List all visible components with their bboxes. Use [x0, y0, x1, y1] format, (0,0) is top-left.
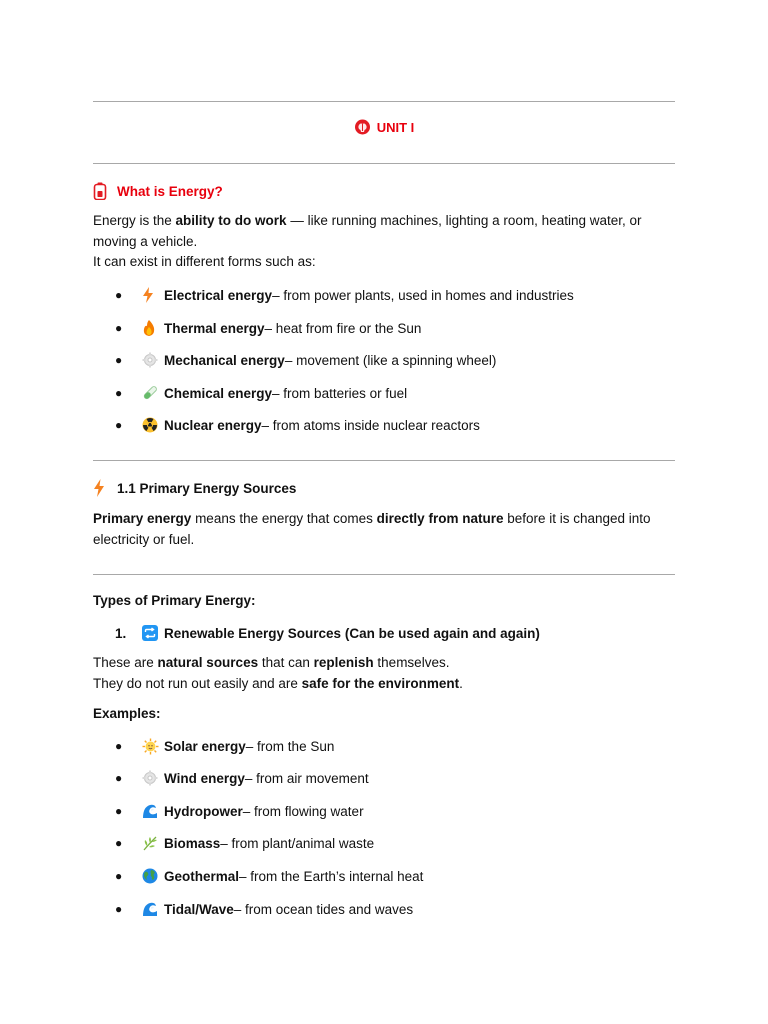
bold-text: directly from nature	[376, 511, 504, 526]
divider	[93, 163, 675, 164]
fire-icon	[142, 319, 164, 337]
form-desc: – heat from fire or the Sun	[264, 320, 422, 336]
example-name: Hydropower	[164, 803, 243, 819]
sun-icon	[142, 737, 164, 755]
form-name: Thermal energy	[164, 320, 265, 336]
example-desc: – from the Sun	[245, 738, 335, 754]
example-name: Geothermal	[164, 868, 240, 884]
list-item	[115, 736, 334, 756]
wave-icon	[142, 802, 164, 820]
globe-icon	[142, 867, 164, 885]
lightning-icon	[93, 479, 109, 497]
text: means the energy that comes	[191, 511, 377, 526]
radioactive-icon	[142, 416, 164, 434]
text: — like running machines, lighting a room, heating water, or moving a vehicle.	[93, 213, 642, 249]
heading-text: 1.1 Primary Energy Sources	[117, 480, 297, 496]
bullet: ●	[115, 418, 123, 432]
bullet: ●	[115, 804, 123, 818]
bold-text: Primary energy	[93, 511, 192, 526]
list-item	[115, 833, 374, 853]
text: themselves.	[373, 655, 450, 670]
list-item	[115, 899, 413, 919]
examples-heading: Examples:	[93, 706, 161, 721]
list-item	[115, 801, 364, 821]
divider	[93, 460, 675, 461]
bold-text: safe for the environment	[301, 675, 460, 691]
form-name: Electrical energy	[164, 287, 273, 303]
gear-icon	[142, 351, 164, 369]
example-name: Tidal/Wave	[164, 901, 234, 917]
example-name: Solar energy	[164, 738, 246, 754]
divider	[93, 574, 675, 575]
text: It can exist in different forms such as:	[93, 254, 316, 269]
divider	[93, 101, 675, 102]
example-desc: – from plant/animal waste	[220, 835, 375, 851]
bullet: ●	[115, 902, 123, 916]
text: These are	[93, 655, 158, 670]
bullet: ●	[115, 869, 123, 883]
renewable-description	[93, 653, 683, 694]
heading-text: What is Energy?	[117, 183, 223, 199]
item-label: Renewable Energy Sources (Can be used again and again)	[164, 625, 540, 641]
list-item	[115, 768, 369, 788]
bullet: ●	[115, 353, 123, 367]
example-desc: – from air movement	[244, 770, 369, 786]
example-name: Biomass	[164, 835, 221, 851]
what-is-energy-heading	[93, 182, 223, 200]
form-desc: – from atoms inside nuclear reactors	[261, 417, 480, 433]
list-item	[115, 866, 423, 886]
energy-definition	[93, 211, 683, 273]
example-desc: – from the Earth’s internal heat	[239, 868, 424, 884]
form-desc: – from batteries or fuel	[272, 385, 408, 401]
repeat-icon	[142, 624, 164, 642]
battery-icon	[93, 182, 109, 200]
lightning-icon	[142, 286, 164, 304]
brain-icon	[354, 119, 371, 138]
list-item	[115, 318, 421, 338]
wave-icon	[142, 900, 164, 918]
bold-text: natural sources	[157, 655, 259, 670]
example-desc: – from flowing water	[242, 803, 364, 819]
bullet: ●	[115, 739, 123, 753]
herb-icon	[142, 834, 164, 852]
types-heading: Types of Primary Energy:	[93, 593, 256, 608]
text: Energy is the	[93, 213, 176, 228]
form-name: Mechanical energy	[164, 352, 285, 368]
example-name: Wind energy	[164, 770, 245, 786]
unit-title-text: UNIT I	[376, 120, 415, 135]
text: .	[459, 675, 463, 691]
bullet: ●	[115, 288, 123, 302]
list-item	[115, 415, 480, 435]
bullet: ●	[115, 386, 123, 400]
item-number: 1.	[115, 625, 127, 641]
numbered-item	[115, 623, 540, 643]
text: They do not run out easily and are	[93, 675, 302, 691]
form-desc: – movement (like a spinning wheel)	[284, 352, 497, 368]
bullet: ●	[115, 321, 123, 335]
text: before it is changed into electricity or fuel.	[93, 511, 651, 547]
form-desc: – from power plants, used in homes and industries	[272, 287, 574, 303]
unit-title	[0, 119, 768, 138]
form-name: Chemical energy	[164, 385, 273, 401]
test-tube-icon	[142, 384, 164, 402]
list-item	[115, 383, 407, 403]
primary-energy-definition	[93, 509, 683, 550]
wind-icon	[142, 769, 164, 787]
bullet: ●	[115, 771, 123, 785]
example-desc: – from ocean tides and waves	[233, 901, 414, 917]
form-name: Nuclear energy	[164, 417, 262, 433]
primary-energy-heading	[93, 479, 296, 497]
text: that can	[258, 655, 314, 670]
list-item	[115, 350, 496, 370]
bold-text: ability to do work	[175, 213, 287, 228]
bold-text: replenish	[313, 655, 374, 670]
bullet: ●	[115, 836, 123, 850]
list-item	[115, 285, 574, 305]
